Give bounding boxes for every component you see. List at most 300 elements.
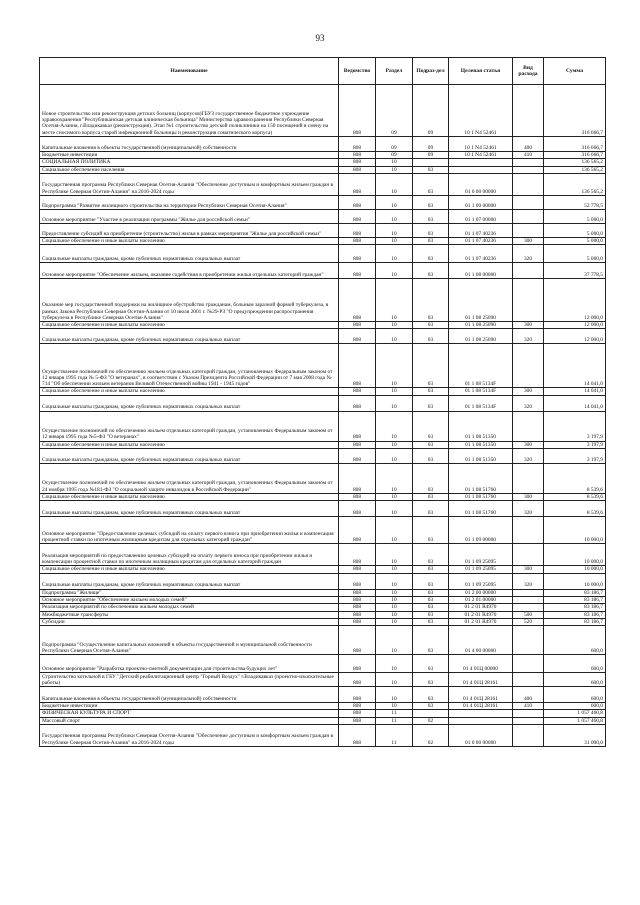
cell-vid-rashoda: 300 [513,494,544,501]
table-row [40,411,606,441]
cell-podrazdel: 03 [413,464,449,494]
cell-podrazdel: 03 [413,501,449,517]
table-row [40,388,606,395]
cell-razdel: 10 [376,245,413,263]
cell-celevaya-statya: 01 1 08 51760 [449,501,513,517]
cell-summa: 83 186,7 [544,611,606,618]
cell-vid-rashoda [513,85,544,137]
cell-vedomstvo: 808 [339,589,376,596]
cell-razdel: 10 [376,573,413,589]
cell-vedomstvo: 808 [339,322,376,329]
cell-vid-rashoda: 320 [513,573,544,589]
cell-name: Государственная программа Республики Северная Осетия-Алания "Обеспечение доступным и комфортным жильем граждан в Республике Северная Осетия-Алания" на 2016-2024 годы [40,725,339,747]
cell-summa: 136 565,2 [544,166,606,173]
cell-vid-rashoda [513,173,544,195]
cell-vid-rashoda [513,717,544,724]
cell-summa: 10 000,0 [544,517,606,544]
table-row [40,85,606,137]
cell-razdel: 10 [376,464,413,494]
cell-razdel: 10 [376,604,413,611]
cell-celevaya-statya: 01 1 00 00000 [449,195,513,209]
cell-vid-rashoda [513,159,544,166]
cell-name: Социальное обеспечение населения [40,166,339,173]
cell-celevaya-statya: 01 1 08 51760 [449,464,513,494]
cell-name: Социальное обеспечение и иные выплаты населению [40,566,339,573]
cell-razdel: 10 [376,618,413,625]
cell-celevaya-statya: 01 1 08 25090 [449,279,513,322]
cell-celevaya-statya: 01 1 07 00000 [449,209,513,223]
header-vedomstvo: Ведомство [339,58,376,85]
table-row [40,449,606,464]
cell-podrazdel [413,710,449,717]
cell-vid-rashoda: 320 [513,501,544,517]
cell-razdel: 10 [376,329,413,344]
cell-celevaya-statya: 01 1 08 25090 [449,322,513,329]
cell-name: Бюджетные инвестиции [40,703,339,710]
cell-name: Социальное обеспечение и иные выплаты населению [40,237,339,244]
cell-summa: 8 539,6 [544,501,606,517]
cell-razdel: 10 [376,611,413,618]
cell-razdel: 10 [376,388,413,395]
cell-vedomstvo: 808 [339,725,376,747]
table-row [40,322,606,329]
cell-vedomstvo: 808 [339,166,376,173]
cell-podrazdel: 03 [413,344,449,388]
cell-vedomstvo: 808 [339,611,376,618]
table-row [40,152,606,159]
cell-celevaya-statya: 01 0 00 00000 [449,725,513,747]
cell-vid-rashoda: 320 [513,449,544,464]
cell-vedomstvo: 808 [339,573,376,589]
cell-vid-rashoda: 500 [513,611,544,618]
cell-razdel: 10 [376,395,413,411]
cell-vedomstvo: 808 [339,209,376,223]
cell-vid-rashoda [513,589,544,596]
table-row [40,618,606,625]
header-summa: Сумма [544,58,606,85]
table-row [40,263,606,279]
cell-razdel: 10 [376,223,413,237]
cell-vid-rashoda: 410 [513,152,544,159]
cell-summa: 10 000,0 [544,573,606,589]
cell-podrazdel: 03 [413,195,449,209]
table-row [40,395,606,411]
cell-name: Субсидии [40,618,339,625]
cell-podrazdel: 03 [413,655,449,673]
cell-celevaya-statya: 01 2 01 R4970 [449,618,513,625]
cell-summa: 5 000,0 [544,209,606,223]
cell-razdel: 10 [376,173,413,195]
cell-vid-rashoda [513,710,544,717]
cell-name: Предоставление субсидий на приобретение (строительство) жилья в рамках мероприятия "Жилье для российской семьи" [40,223,339,237]
cell-vedomstvo: 808 [339,596,376,603]
cell-summa: 8 539,6 [544,494,606,501]
cell-podrazdel: 03 [413,494,449,501]
cell-name: Социальное обеспечение и иные выплаты населению [40,494,339,501]
cell-name: Новое строительство или реконструкция детских больниц (корпусов)ГБУЗ государственное бюджетное учреждение здравоохранения "Республиканская детская клиническая больница" Министерства здравоохранения Республики Северная Осетия-Алания, г.Владикавказ (реконструкция). Этап №1 строительство детской поликлиники на 150 посещений в смену на месте сносимого корпуса старой инфекционной больницы и реконструкция соматического корпуса) [40,85,339,137]
table-row [40,725,606,747]
cell-razdel: 11 [376,717,413,724]
cell-name: Реализация мероприятий по предоставлению целевых субсидий на оплату первого взноса при приобретении жилья и компенсации процентной ставки по ипотечным жилищным кредитам для отдельных категорий граждан [40,544,339,566]
cell-name: Подпрограмма "Жилище" [40,589,339,596]
cell-name: Межбюджетные трансферты [40,611,339,618]
cell-razdel: 11 [376,710,413,717]
table-row [40,573,606,589]
cell-celevaya-statya: 01 1 08 00000 [449,263,513,279]
cell-vid-rashoda [513,517,544,544]
cell-razdel: 10 [376,237,413,244]
cell-vedomstvo: 808 [339,441,376,448]
cell-vedomstvo: 808 [339,494,376,501]
cell-podrazdel: 03 [413,618,449,625]
cell-summa: 136 565,2 [544,159,606,166]
cell-podrazdel: 03 [413,566,449,573]
cell-vid-rashoda [513,604,544,611]
table-row [40,195,606,209]
cell-name: Подпрограмма "Осуществление капитальных вложений в объекты государственной и муниципальной собственности Республики Северная Осетия-Алания" [40,626,339,655]
cell-vid-rashoda [513,596,544,603]
table-body [40,85,606,747]
cell-podrazdel: 03 [413,449,449,464]
cell-podrazdel: 09 [413,85,449,137]
cell-podrazdel: 03 [413,573,449,589]
cell-celevaya-statya: 01 4 01Ц 00000 [449,655,513,673]
cell-vedomstvo: 808 [339,673,376,687]
cell-vid-rashoda: 520 [513,618,544,625]
cell-podrazdel: 09 [413,152,449,159]
table-row [40,173,606,195]
table-row [40,223,606,237]
cell-razdel: 10 [376,209,413,223]
cell-name: ФИЗИЧЕСКАЯ КУЛЬТУРА И СПОРТ [40,710,339,717]
table-row [40,159,606,166]
cell-celevaya-statya: 01 2 01 00000 [449,596,513,603]
cell-name: Оказание мер государственной поддержки на жилищное обустройство гражданам, больным заразной формой туберкулеза, в рамках Закона Республики Северная Осетия-Алания от 10 июля 2001 г. №29-РЗ "О предупреждении распространения туберкулеза в Республике Северная Осетия-Алания" [40,279,339,322]
cell-vedomstvo: 808 [339,237,376,244]
cell-celevaya-statya [449,159,513,166]
cell-vedomstvo: 808 [339,245,376,263]
cell-vid-rashoda [513,263,544,279]
cell-name: Основное мероприятие "Обеспечение жильем, оказание содействия в приобретении жилья отдельных категорий граждан" [40,263,339,279]
cell-summa: 83 186,7 [544,596,606,603]
cell-podrazdel: 03 [413,395,449,411]
cell-vedomstvo: 808 [339,618,376,625]
cell-summa: 31 000,0 [544,725,606,747]
cell-celevaya-statya: 01 1 08 5134F [449,395,513,411]
cell-celevaya-statya: 01 1 08 51350 [449,411,513,441]
table-row [40,566,606,573]
cell-name: Социальное обеспечение и иные выплаты населению [40,388,339,395]
cell-name: Государственная программа Республики Северная Осетия-Алания "Обеспечение доступным и комфортным жильем граждан в Республике Северная Осетия-Алания" на 2016-2024 годы [40,173,339,195]
cell-podrazdel: 03 [413,263,449,279]
cell-summa: 600,0 [544,626,606,655]
cell-podrazdel: 03 [413,388,449,395]
table-row [40,501,606,517]
table-row [40,209,606,223]
cell-razdel: 10 [376,322,413,329]
cell-vedomstvo: 808 [339,344,376,388]
cell-razdel: 10 [376,673,413,687]
cell-podrazdel: 03 [413,604,449,611]
table-row [40,611,606,618]
cell-summa: 8 539,6 [544,464,606,494]
cell-vid-rashoda: 300 [513,237,544,244]
cell-vid-rashoda [513,279,544,322]
table-row [40,245,606,263]
cell-razdel: 10 [376,166,413,173]
cell-podrazdel: 03 [413,237,449,244]
cell-celevaya-statya: 01 1 08 25090 [449,329,513,344]
cell-celevaya-statya: 01 1 08 51350 [449,441,513,448]
cell-vedomstvo: 808 [339,687,376,703]
cell-razdel: 10 [376,544,413,566]
cell-name: Подпрограмма "Развитие жилищного строительства на территории Республики Северная Осетия-Алания" [40,195,339,209]
cell-vid-rashoda [513,626,544,655]
header-name: Наименование [40,58,339,85]
cell-vedomstvo: 808 [339,137,376,152]
cell-vedomstvo: 808 [339,263,376,279]
cell-celevaya-statya: 01 1 07 40236 [449,223,513,237]
cell-vid-rashoda [513,209,544,223]
cell-vedomstvo: 808 [339,195,376,209]
cell-summa: 5 000,0 [544,223,606,237]
cell-name: Социальные выплаты гражданам, кроме публичных нормативных социальных выплат [40,573,339,589]
cell-summa: 136 565,2 [544,173,606,195]
table-row [40,329,606,344]
cell-razdel: 09 [376,85,413,137]
cell-summa: 3 197,9 [544,441,606,448]
cell-podrazdel: 03 [413,703,449,710]
cell-razdel: 10 [376,566,413,573]
cell-name: Социальные выплаты гражданам, кроме публичных нормативных социальных выплат [40,329,339,344]
cell-vid-rashoda: 300 [513,388,544,395]
cell-celevaya-statya: 01 4 00 00000 [449,626,513,655]
cell-vedomstvo: 808 [339,329,376,344]
cell-celevaya-statya: 01 0 00 00000 [449,173,513,195]
table-row [40,137,606,152]
cell-summa: 83 186,7 [544,589,606,596]
cell-podrazdel: 03 [413,173,449,195]
cell-razdel: 10 [376,411,413,441]
cell-celevaya-statya [449,166,513,173]
cell-summa: 12 000,0 [544,329,606,344]
table-row [40,237,606,244]
cell-vid-rashoda [513,344,544,388]
cell-celevaya-statya: 01 1 07 40236 [449,245,513,263]
cell-vedomstvo: 808 [339,517,376,544]
cell-podrazdel: 02 [413,717,449,724]
table-row [40,441,606,448]
cell-summa: 1 057 460,8 [544,710,606,717]
cell-celevaya-statya: 01 1 09 25095 [449,566,513,573]
table-row [40,279,606,322]
cell-name: Социальные выплаты гражданам, кроме публичных нормативных социальных выплат [40,449,339,464]
cell-name: СОЦИАЛЬНАЯ ПОЛИТИКА [40,159,339,166]
cell-name: Основное мероприятие "Обеспечение жильем молодых семей" [40,596,339,603]
cell-summa: 1 057 460,8 [544,717,606,724]
cell-name: Строительство котельной в ГБУ "Детский реабилитационный центр "Горный Воздух" г.Владикавказ (проектно-изыскательные работы) [40,673,339,687]
cell-razdel: 09 [376,137,413,152]
cell-vid-rashoda: 400 [513,687,544,703]
cell-name: Капитальные вложения в объекты государственной (муниципальной) собственности [40,687,339,703]
cell-vedomstvo: 808 [339,85,376,137]
cell-summa: 316 666,7 [544,137,606,152]
cell-podrazdel: 03 [413,687,449,703]
cell-vedomstvo: 808 [339,223,376,237]
cell-podrazdel: 03 [413,329,449,344]
cell-razdel: 11 [376,725,413,747]
cell-summa: 52 778,5 [544,195,606,209]
cell-razdel: 10 [376,703,413,710]
cell-summa: 600,0 [544,655,606,673]
cell-summa: 316 666,7 [544,85,606,137]
cell-razdel: 10 [376,344,413,388]
budget-table [39,57,606,747]
cell-vedomstvo: 808 [339,604,376,611]
table-row [40,589,606,596]
cell-vid-rashoda [513,223,544,237]
cell-vid-rashoda: 300 [513,566,544,573]
cell-celevaya-statya: 01 1 08 51350 [449,449,513,464]
cell-summa: 600,0 [544,673,606,687]
cell-vid-rashoda [513,195,544,209]
cell-summa: 600,0 [544,687,606,703]
table-row [40,655,606,673]
cell-vid-rashoda: 300 [513,441,544,448]
cell-podrazdel: 03 [413,611,449,618]
cell-name: Социальные выплаты гражданам, кроме публичных нормативных социальных выплат [40,501,339,517]
cell-vedomstvo: 808 [339,710,376,717]
cell-name: Основное мероприятие "Участие в реализации программы "Жилье для российской семьи" [40,209,339,223]
header-podrazdel: Подраз-дел [413,58,449,85]
cell-razdel: 10 [376,449,413,464]
cell-razdel: 10 [376,195,413,209]
header-celevaya-statya: Целевая статья [449,58,513,85]
cell-celevaya-statya: 01 1 08 5134F [449,344,513,388]
cell-vid-rashoda: 320 [513,395,544,411]
cell-summa: 14 041,0 [544,395,606,411]
cell-name: Социальное обеспечение и иные выплаты населению [40,322,339,329]
cell-podrazdel: 03 [413,279,449,322]
cell-summa: 316 666,7 [544,152,606,159]
header-razdel: Раздел [376,58,413,85]
cell-celevaya-statya: 10 1 N4 52461 [449,152,513,159]
cell-podrazdel: 03 [413,596,449,603]
cell-summa: 12 000,0 [544,279,606,322]
cell-celevaya-statya: 01 2 00 00000 [449,589,513,596]
cell-summa: 14 041,0 [544,344,606,388]
cell-vedomstvo: 808 [339,703,376,710]
cell-podrazdel: 03 [413,626,449,655]
header-vid-rashoda: Вид расхода [513,58,544,85]
cell-celevaya-statya: 01 1 08 5134F [449,388,513,395]
cell-vedomstvo: 808 [339,159,376,166]
cell-podrazdel: 03 [413,411,449,441]
cell-name: Основное мероприятие "Предоставление целевых субсидий на оплату первого взноса при приобретении жилья и компенсация процентной ставки по ипотечным жилищным кредитам для отдельных категорий граждан" [40,517,339,544]
cell-summa: 5 000,0 [544,245,606,263]
cell-celevaya-statya [449,710,513,717]
cell-vid-rashoda [513,655,544,673]
table-row [40,517,606,544]
cell-vid-rashoda [513,166,544,173]
cell-name: Основное мероприятие "Разработка проектно-сметной документации для строительства будущих лет" [40,655,339,673]
table-row [40,703,606,710]
cell-razdel: 10 [376,655,413,673]
table-row [40,596,606,603]
cell-vid-rashoda [513,411,544,441]
cell-celevaya-statya: 01 2 01 R4970 [449,604,513,611]
cell-summa: 12 000,0 [544,322,606,329]
cell-vedomstvo: 808 [339,544,376,566]
table-header [40,58,606,85]
cell-vid-rashoda: 400 [513,137,544,152]
cell-vedomstvo: 808 [339,464,376,494]
cell-razdel: 10 [376,279,413,322]
cell-vedomstvo: 808 [339,388,376,395]
cell-podrazdel [413,159,449,166]
cell-podrazdel: 03 [413,441,449,448]
cell-celevaya-statya [449,717,513,724]
cell-razdel: 10 [376,159,413,166]
cell-podrazdel: 03 [413,589,449,596]
cell-razdel: 10 [376,589,413,596]
cell-name: Осуществление полномочий по обеспечению жильем отдельных категорий граждан, установленных Федеральным законом от 12 января 1995 года №5-ФЗ "О ветеранах" [40,411,339,441]
cell-summa: 83 186,7 [544,618,606,625]
cell-vedomstvo: 808 [339,566,376,573]
cell-summa: 600,0 [544,703,606,710]
cell-podrazdel: 03 [413,223,449,237]
cell-celevaya-statya: 01 1 09 25095 [449,544,513,566]
table-row [40,544,606,566]
table-row [40,626,606,655]
table-row [40,710,606,717]
cell-celevaya-statya: 01 4 01Ц 28161 [449,703,513,710]
table-row [40,494,606,501]
cell-podrazdel: 03 [413,245,449,263]
cell-razdel: 10 [376,501,413,517]
cell-summa: 83 186,7 [544,604,606,611]
cell-name: Социальные выплаты гражданам, кроме публичных нормативных социальных выплат [40,245,339,263]
cell-celevaya-statya: 01 1 09 25095 [449,573,513,589]
cell-razdel: 09 [376,152,413,159]
cell-vedomstvo: 808 [339,501,376,517]
table-row [40,604,606,611]
cell-vedomstvo: 808 [339,655,376,673]
cell-summa: 5 000,0 [544,237,606,244]
cell-vid-rashoda: 320 [513,245,544,263]
cell-celevaya-statya: 01 1 08 51760 [449,494,513,501]
cell-vedomstvo: 808 [339,173,376,195]
cell-celevaya-statya: 10 1 N4 52461 [449,85,513,137]
cell-podrazdel: 03 [413,209,449,223]
cell-podrazdel: 03 [413,673,449,687]
table-row [40,717,606,724]
cell-name: Социальное обеспечение и иные выплаты населению [40,441,339,448]
cell-vedomstvo: 808 [339,449,376,464]
cell-summa: 10 000,0 [544,544,606,566]
cell-name: Капитальные вложения в объекты государственной (муниципальной) собственности [40,137,339,152]
cell-razdel: 10 [376,626,413,655]
cell-name: Реализация мероприятий по обеспечению жильем молодых семей [40,604,339,611]
cell-vid-rashoda [513,464,544,494]
cell-vedomstvo: 808 [339,626,376,655]
cell-podrazdel: 02 [413,725,449,747]
cell-name: Массовый спорт [40,717,339,724]
cell-name: Социальные выплаты гражданам, кроме публичных нормативных социальных выплат [40,395,339,411]
cell-vid-rashoda: 300 [513,322,544,329]
cell-name: Осуществление полномочий по обеспечению жильем отдельных категорий граждан, установленных Федеральным законом от 24 ноября 1995 года №181-ФЗ "О социальной защите инвалидов в Российской Федерации" [40,464,339,494]
cell-summa: 14 041,0 [544,388,606,395]
